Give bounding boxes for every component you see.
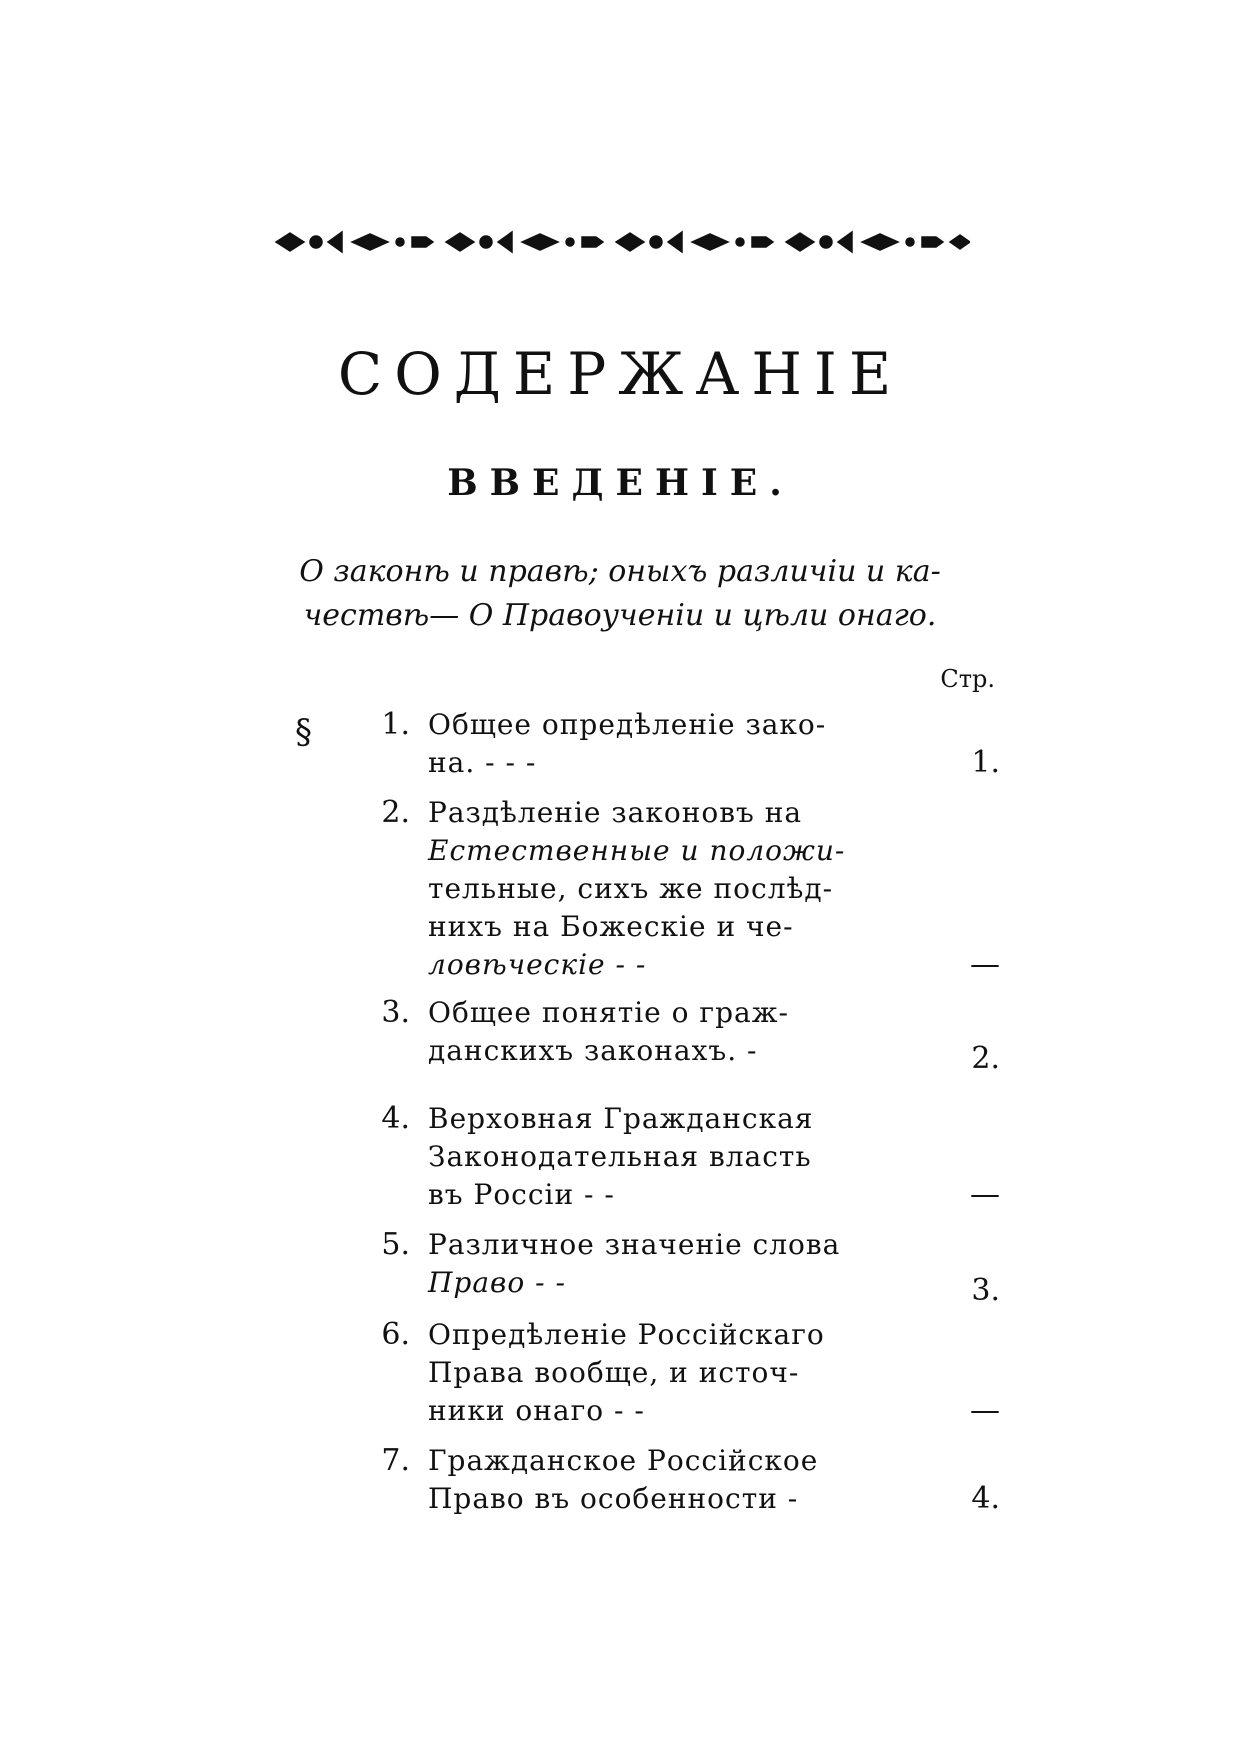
- toc-entry-page: 1.: [971, 745, 1000, 780]
- toc-entry-number: 7.: [381, 1443, 410, 1478]
- toc-entry-line: ники онаго - -: [428, 1394, 645, 1427]
- toc-entry-line: ловѣческіе - -: [428, 948, 647, 981]
- toc-entry-number: 2.: [381, 795, 410, 830]
- toc-entry-number: 5.: [381, 1227, 410, 1262]
- toc-entry-text: [428, 794, 878, 984]
- introduction-description-line-2: чествѣ— О Правоученіи и цѣли онаго.: [303, 598, 937, 633]
- toc-entry-line: Различное значеніе слова: [428, 1228, 841, 1261]
- toc-entry-line: Право въ особенности -: [428, 1482, 799, 1515]
- toc-entry-page: 3.: [971, 1273, 1000, 1308]
- toc-entry-line: на. - - -: [428, 746, 537, 779]
- toc-entry-line: Общее опредѣленіе зако-: [428, 708, 827, 741]
- introduction-heading: ВВЕДЕНІЕ.: [447, 462, 794, 504]
- toc-entry-line: Раздѣленіе законовъ на: [428, 796, 803, 829]
- toc-entry-line: Права вообще, и источ-: [428, 1356, 800, 1389]
- toc-entry-number: 4.: [381, 1101, 410, 1136]
- page-title: СОДЕРЖАНІЕ: [337, 340, 904, 408]
- toc-entry-text: [428, 1442, 878, 1518]
- toc-entry-text: [428, 994, 878, 1070]
- toc-entry-number: 3.: [381, 995, 410, 1030]
- toc-entry-text: [428, 1316, 878, 1430]
- toc-entry-line: Законодательная власть: [428, 1140, 812, 1173]
- toc-entry-line: данскихъ законахъ. -: [428, 1034, 758, 1067]
- toc-entry-page: —: [970, 947, 1000, 982]
- toc-entry-line: Естественные и положи-: [428, 834, 846, 867]
- toc-entry-text: [428, 1100, 878, 1214]
- toc-entry-line: Гражданское Россійское: [428, 1444, 819, 1477]
- toc-entry-line: тельные, сихъ же послѣд-: [428, 872, 834, 905]
- toc-entry-line: Опредѣленіе Россійскаго: [428, 1318, 825, 1351]
- toc-entry-line: Верховная Гражданская: [428, 1102, 814, 1135]
- toc-entry-number: 1.: [381, 707, 410, 742]
- toc-entry-number: 6.: [381, 1317, 410, 1352]
- toc-entry-page: 4.: [971, 1481, 1000, 1516]
- toc-entry-line: Общее понятіе о граж-: [428, 996, 789, 1029]
- toc-entry-text: [428, 1226, 878, 1302]
- toc-entry-page: —: [970, 1393, 1000, 1428]
- toc-entry-page: 2.: [971, 1041, 1000, 1076]
- toc-entry-line: нихъ на Божескіе и че-: [428, 910, 794, 943]
- section-mark: §: [295, 712, 312, 752]
- toc-entry-text: [428, 706, 878, 782]
- toc-entry-page: —: [970, 1177, 1000, 1212]
- page-column-header: Стр.: [940, 665, 995, 693]
- toc-entry-line: въ Россіи - -: [428, 1178, 615, 1211]
- introduction-description: [250, 550, 990, 638]
- introduction-description-line-1: О законѣ и правѣ; оныхъ различіи и ка-: [299, 554, 941, 589]
- decorative-border: [270, 228, 970, 256]
- toc-entry-line: Право - -: [428, 1266, 566, 1299]
